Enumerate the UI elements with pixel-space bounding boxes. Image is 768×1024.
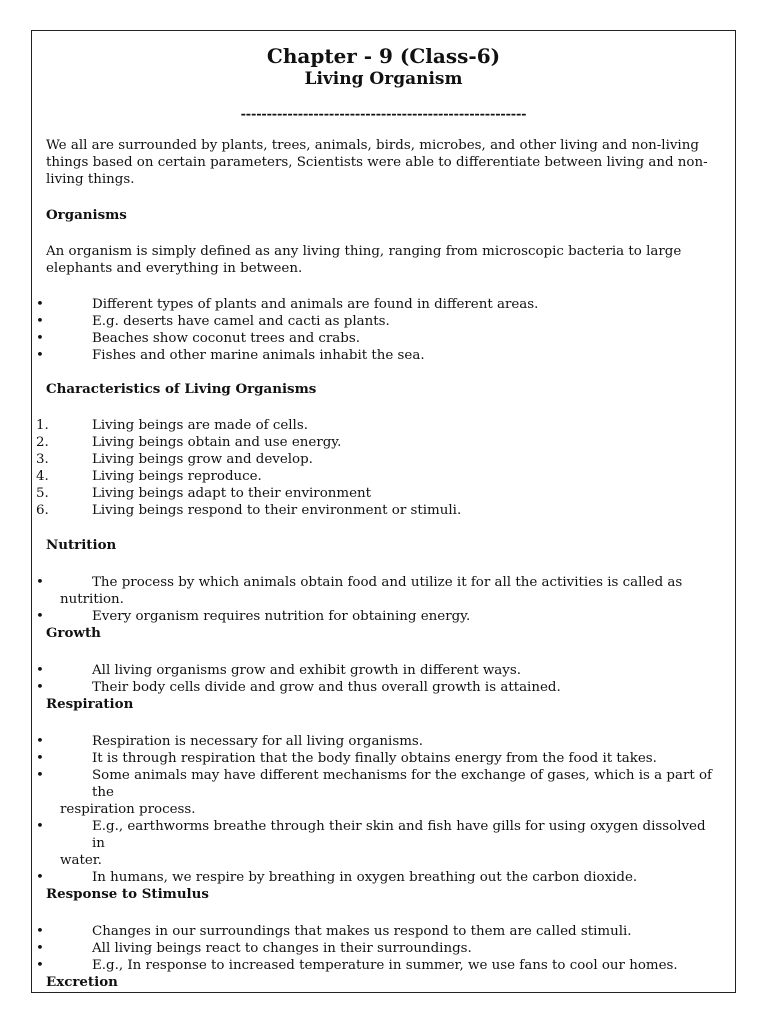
bullet-marker: • <box>36 924 44 939</box>
list-item: 4. Living beings reproduce. <box>36 469 262 484</box>
bullet-marker: • <box>36 348 44 363</box>
list-item: • E.g., earthworms breathe through their skin and fish have gills for using oxygen dissolved in water. <box>36 819 706 868</box>
bullet-marker: • <box>36 663 44 678</box>
excretion-heading: Excretion <box>46 974 118 990</box>
respiration-list <box>31 733 736 886</box>
number-marker: 5. <box>36 486 49 501</box>
list-item: • All living organisms grow and exhibit growth in different ways. <box>36 663 521 678</box>
number-marker: 2. <box>36 435 49 450</box>
list-item: • E.g., In response to increased temperature in summer, we use fans to cool our homes. <box>36 958 678 973</box>
nutrition-heading: Nutrition <box>46 537 117 553</box>
bullet-marker: • <box>36 297 44 312</box>
bullet-marker: • <box>36 734 44 749</box>
list-item: 2. Living beings obtain and use energy. <box>36 435 342 450</box>
bullet-marker: • <box>36 958 44 973</box>
list-item: • Fishes and other marine animals inhabit the sea. <box>36 348 425 363</box>
list-item: 3. Living beings grow and develop. <box>36 452 313 467</box>
number-marker: 6. <box>36 503 49 518</box>
list-item: • Beaches show coconut trees and crabs. <box>36 331 360 346</box>
respiration-heading: Respiration <box>46 696 134 712</box>
bullet-marker: • <box>36 331 44 346</box>
bullet-marker: • <box>36 575 44 590</box>
list-item: • In humans, we respire by breathing in oxygen breathing out the carbon dioxide. <box>36 870 638 885</box>
characteristics-heading: Characteristics of Living Organisms <box>46 381 317 397</box>
stimulus-heading: Response to Stimulus <box>46 886 209 902</box>
growth-heading: Growth <box>46 625 101 641</box>
bullet-marker: • <box>36 870 44 885</box>
bullet-marker: • <box>36 751 44 766</box>
intro-paragraph: We all are surrounded by plants, trees, animals, birds, microbes, and other living and non-living things based on certain parameters, Scientists were able to differentiate between living and non-living things. <box>46 138 708 187</box>
list-item: 1. Living beings are made of cells. <box>36 418 308 433</box>
bullet-marker: • <box>36 609 44 624</box>
divider-rule: ------------------------------------------------------- <box>240 107 527 122</box>
bullet-marker: • <box>36 314 44 329</box>
organisms-heading: Organisms <box>46 207 127 223</box>
list-item: • Every organism requires nutrition for obtaining energy. <box>36 609 471 624</box>
list-item: • E.g. deserts have camel and cacti as plants. <box>36 314 390 329</box>
list-item: • The process by which animals obtain food and utilize it for all the activities is called as nutrition. <box>36 575 683 607</box>
list-item: • Different types of plants and animals are found in different areas. <box>36 297 539 312</box>
growth-list <box>31 662 736 696</box>
list-item: • Changes in our surroundings that makes us respond to them are called stimuli. <box>36 924 632 939</box>
bullet-marker: • <box>36 768 44 783</box>
number-marker: 1. <box>36 418 49 433</box>
organisms-list <box>31 296 736 364</box>
list-item: 6. Living beings respond to their environment or stimuli. <box>36 503 462 518</box>
bullet-marker: • <box>36 819 44 834</box>
organisms-paragraph: An organism is simply defined as any living thing, ranging from microscopic bacteria to large elephants and everything in between. <box>46 244 682 276</box>
nutrition-list <box>31 574 736 625</box>
bullet-marker: • <box>36 941 44 956</box>
list-item: • It is through respiration that the body finally obtains energy from the food it takes. <box>36 751 657 766</box>
number-marker: 3. <box>36 452 49 467</box>
list-item: • Their body cells divide and grow and thus overall growth is attained. <box>36 680 561 695</box>
chapter-title: Chapter - 9 (Class-6) <box>266 44 501 68</box>
stimulus-list <box>31 923 736 974</box>
document-page <box>31 40 736 991</box>
bullet-marker: • <box>36 680 44 695</box>
list-item: • Some animals may have different mechanisms for the exchange of gases, which is a part of the respiration process. <box>36 768 713 817</box>
characteristics-list <box>31 417 736 519</box>
chapter-subtitle: Living Organism <box>304 69 463 89</box>
number-marker: 4. <box>36 469 49 484</box>
list-item: • All living beings react to changes in their surroundings. <box>36 941 472 956</box>
list-item: • Respiration is necessary for all living organisms. <box>36 734 424 749</box>
list-item: 5. Living beings adapt to their environment <box>36 486 372 501</box>
